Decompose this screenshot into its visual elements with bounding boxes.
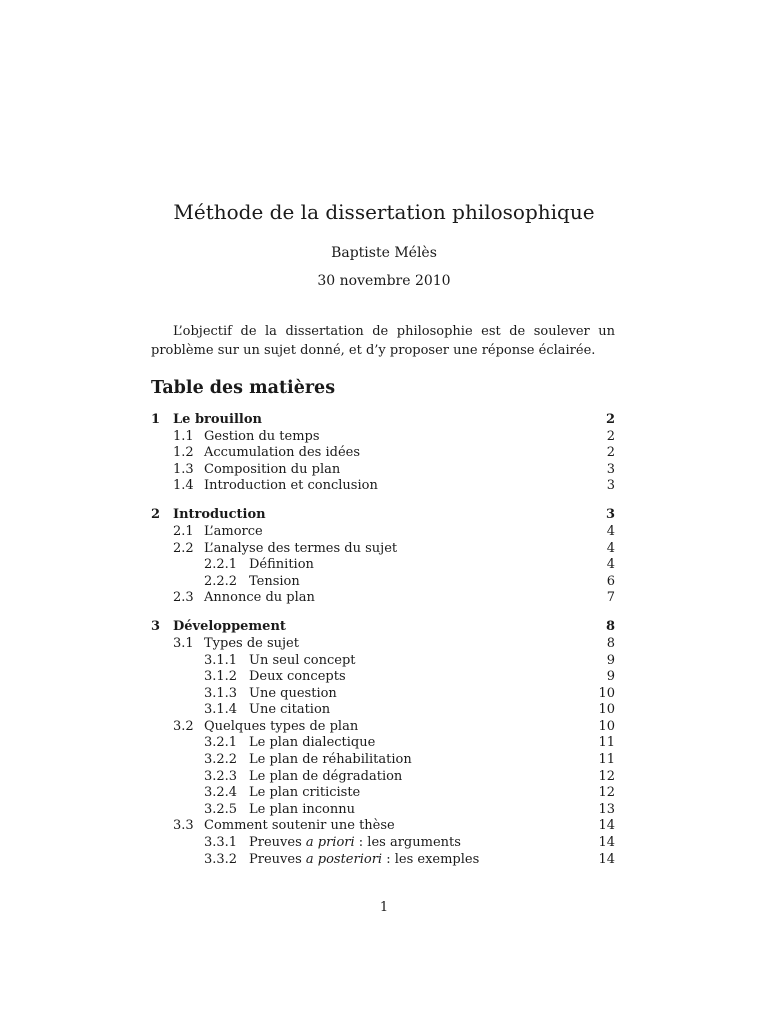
toc-entry-page: 11 [594, 752, 615, 769]
toc-entry-number: 3.3 [173, 818, 194, 834]
toc-entry-title [249, 835, 465, 852]
toc-entry-title: Quelques types de plan [204, 719, 362, 736]
toc-entry-number: 3.1.1 [204, 652, 238, 668]
toc-entry-page: 4 [603, 524, 615, 541]
toc-entry-title: Le plan de dégradation [249, 769, 406, 786]
toc-entry-page: 3 [603, 478, 615, 495]
toc-entry-page: 8 [603, 636, 615, 653]
document-author: Baptiste Mélès [331, 245, 437, 261]
toc-entry-title-emphasis: a priori [305, 835, 355, 851]
toc-entry-page: 11 [594, 735, 615, 752]
toc-entry-row [151, 590, 615, 607]
toc-entry-page: 4 [603, 557, 615, 574]
toc-entry-title-suffix: : les arguments [354, 835, 461, 851]
toc-entry-page: 2 [603, 429, 615, 446]
toc-entry-title: Annonce du plan [204, 590, 319, 607]
toc-entry-title-prefix: Preuves [249, 851, 306, 867]
toc-entry-number: 3.2.4 [204, 785, 238, 801]
toc-entry-row [151, 735, 615, 752]
toc-entry-page: 4 [603, 541, 615, 558]
toc-entry-row [151, 802, 615, 819]
toc-entry-row [151, 752, 615, 769]
toc-entry-title: Types de sujet [204, 636, 303, 653]
toc-entry-page: 10 [594, 702, 615, 719]
toc-entry-row [151, 785, 615, 802]
toc-entry-row [151, 818, 615, 835]
toc-entry-row [151, 769, 615, 786]
toc-entry-row [151, 835, 615, 852]
toc-entry-title: Une citation [249, 702, 334, 719]
toc-entry-title: Le plan inconnu [249, 802, 359, 819]
toc-entry-title-prefix: Preuves [249, 835, 306, 851]
toc-entry-title: L’amorce [204, 524, 267, 541]
toc-entry-title: Le plan de réhabilitation [249, 752, 416, 769]
toc-entry-page: 13 [594, 802, 615, 819]
toc-entry-row [151, 429, 615, 446]
table-of-contents [151, 412, 615, 868]
toc-entry-title: Un seul concept [249, 653, 360, 670]
page-number: 1 [379, 900, 389, 915]
toc-entry-row [151, 478, 615, 495]
toc-entry-row [151, 636, 615, 653]
toc-entry-page: 3 [602, 507, 615, 524]
toc-entry-number: 3.2.1 [204, 735, 238, 751]
document-title: Méthode de la dissertation philosophique [173, 200, 595, 224]
toc-entry-title: Introduction [173, 507, 270, 524]
toc-entry-title: Le plan criticiste [249, 785, 364, 802]
toc-entry-number: 3.2 [173, 718, 194, 734]
toc-entry-row [151, 462, 615, 479]
toc-entry-title: Tension [249, 574, 304, 591]
toc-entry-number: 2.2 [173, 540, 194, 556]
toc-entry-number: 3.3.1 [204, 835, 238, 851]
toc-entry-row [151, 557, 615, 574]
toc-section-row [151, 507, 615, 524]
toc-entry-number: 3.2.5 [204, 801, 238, 817]
toc-entry-row [151, 574, 615, 591]
toc-entry-number: 3.2.3 [204, 768, 238, 784]
toc-entry-number: 1.2 [173, 445, 194, 461]
toc-entry-row [151, 686, 615, 703]
toc-entry-page: 9 [603, 669, 615, 686]
toc-entry-number: 3.1.4 [204, 702, 238, 718]
toc-entry-number: 2.2.2 [204, 573, 238, 589]
toc-entry-number: 3.1.2 [204, 669, 238, 685]
toc-entry-page: 14 [594, 818, 615, 835]
toc-entry-row [151, 653, 615, 670]
toc-entry-title: Développement [173, 619, 290, 636]
toc-entry-page: 12 [594, 769, 615, 786]
toc-entry-page: 6 [603, 574, 615, 591]
toc-entry-title: Une question [249, 686, 341, 703]
toc-entry-page: 2 [603, 445, 615, 462]
toc-entry-number: 1.4 [173, 478, 194, 494]
toc-entry-page: 9 [603, 653, 615, 670]
toc-entry-number: 3.1.3 [204, 685, 238, 701]
toc-entry-page: 10 [594, 719, 615, 736]
toc-entry-number: 2.3 [173, 590, 194, 606]
toc-entry-page: 8 [602, 619, 615, 636]
toc-entry-number: 1.3 [173, 461, 194, 477]
toc-entry-number: 1 [151, 412, 161, 427]
toc-entry-page: 10 [594, 686, 615, 703]
toc-entry-row [151, 541, 615, 558]
toc-entry-number: 3.1 [173, 635, 194, 651]
toc-entry-row [151, 702, 615, 719]
toc-entry-page: 2 [602, 412, 615, 429]
toc-entry-number: 2 [151, 507, 161, 523]
toc-entry-row [151, 445, 615, 462]
toc-entry-number: 2.1 [173, 523, 194, 539]
toc-entry-number: 3.3.2 [204, 851, 238, 867]
toc-entry-row [151, 852, 615, 869]
toc-entry-title: Le brouillon [173, 412, 266, 429]
toc-entry-title-suffix: : les exemples [382, 851, 480, 867]
toc-entry-row [151, 719, 615, 736]
toc-entry-number: 3 [151, 619, 161, 635]
toc-entry-number: 1.1 [173, 428, 194, 444]
toc-entry-title: L’analyse des termes du sujet [204, 541, 401, 558]
toc-entry-title-emphasis: a posteriori [305, 851, 383, 867]
toc-entry-number: 3.2.2 [204, 752, 238, 768]
toc-entry-title: Accumulation des idées [204, 445, 364, 462]
toc-entry-page: 14 [594, 852, 615, 869]
toc-entry-page: 14 [594, 835, 615, 852]
toc-entry-row [151, 669, 615, 686]
toc-entry-title: Deux concepts [249, 669, 350, 686]
toc-entry-row [151, 524, 615, 541]
toc-entry-page: 7 [603, 590, 615, 607]
toc-entry-title: Introduction et conclusion [204, 478, 382, 495]
abstract-paragraph: L’objectif de la dissertation de philosophie est de soulever un problème sur un sujet donné, et d’y proposer une réponse éclairée. [151, 324, 615, 358]
toc-entry-number: 2.2.1 [204, 557, 238, 573]
toc-section-row [151, 412, 615, 429]
toc-entry-title: Définition [249, 557, 318, 574]
toc-entry-title: Le plan dialectique [249, 735, 379, 752]
toc-entry-title: Composition du plan [204, 462, 344, 479]
toc-entry-page: 12 [594, 785, 615, 802]
toc-section-row [151, 619, 615, 636]
toc-entry-title: Comment soutenir une thèse [204, 818, 399, 835]
toc-entry-title: Gestion du temps [204, 429, 324, 446]
document-date: 30 novembre 2010 [317, 273, 451, 289]
toc-entry-page: 3 [603, 462, 615, 479]
toc-entry-title [249, 852, 483, 869]
toc-heading: Table des matières [151, 378, 336, 398]
